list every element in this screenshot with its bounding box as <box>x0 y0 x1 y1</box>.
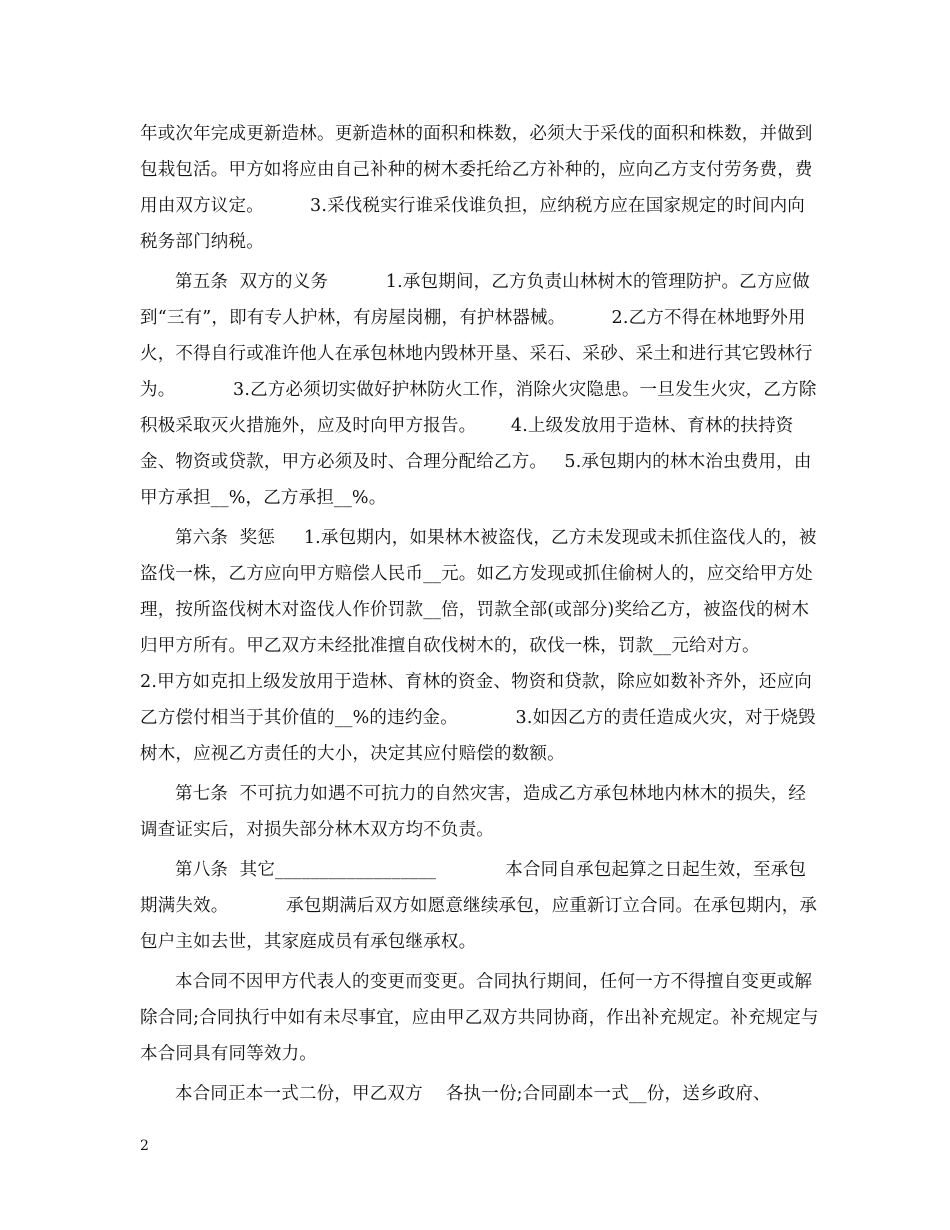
paragraph-representative: 本合同不因甲方代表人的变更而变更。合同执行期间，任何一方不得擅自变更或解除合同;合同执行中如有未尽事宜，应由甲乙双方共同协商，作出补充规定。补充规定与本合同具有同等效力。 <box>140 972 819 1064</box>
page-number: 2 <box>140 1138 149 1154</box>
paragraph-article-8: 第八条 其它__________________ 本合同自承包起算之日起生效，至承包期满失效。 承包期满后双方如愿意继续承包，应重新订立合同。在承包期内，承包户主如去世，其家庭成员有承包继承权。 <box>140 860 818 952</box>
paragraph-article-5: 第五条 双方的义务 1.承包期间，乙方负责山林树木的管理防护。乙方应做到“三有”，即有专人护林，有房屋岗棚，有护林器械。 2.乙方不得在林地野外用火，不得自行或准许他人在承包林地内毁林开垦、采石、采砂、采土和进行其它毁林行为。 3.乙方必须切实做好护林防火工作，消除火灾隐患。一旦发生火灾，乙方除积极采取灭火措施外，应及时向甲方报告。 4.上级发放用于造林、育林的扶持资金、物资或贷款，甲方必须及时、合理分配给乙方。 5.承包期内的林木治虫费用，由甲方承担__%，乙方承担__%。 <box>140 272 817 508</box>
paragraph-article-7: 第七条 不可抗力如遇不可抗力的自然灾害，造成乙方承包林地内林木的损失，经调查证实后，对损失部分林木双方均不负责。 <box>140 784 807 840</box>
paragraph-copies: 本合同正本一式二份，甲乙双方 各执一份;合同副本一式__份，送乡政府、 <box>175 1084 771 1104</box>
paragraph-article-6: 第六条 奖惩 1.承包期内，如果林木被盗伐，乙方未发现或未抓住盗伐人的，被盗伐一株，乙方应向甲方赔偿人民币__元。如乙方发现或抓住偷树人的，应交给甲方处理，按所盗伐树木对盗伐人作价罚款__倍，罚款全部(或部分)奖给乙方，被盗伐的树木归甲方所有。甲乙双方未经批准擅自砍伐树木的，砍伐一株，罚款__元给对方。 2.甲方如克扣上级发放用于造林、育林的资金、物资和贷款，除应如数补齐外，还应向乙方偿付相当于其价值的__%的违约金。 3.如因乙方的责任造成火灾，对于烧毁树木，应视乙方责任的大小，决定其应付赔偿的数额。 <box>140 528 818 764</box>
paragraph-continued: 年或次年完成更新造林。更新造林的面积和株数，必须大于采伐的面积和株数，并做到包栽包活。甲方如将应由自己补种的树木委托给乙方补种的，应向乙方支付劳务费，费用由双方议定。 3.采伐税实行谁采伐谁负担，应纳税方应在国家规定的时间内向税务部门纳税。 <box>140 124 813 252</box>
document-body <box>140 116 820 1116</box>
